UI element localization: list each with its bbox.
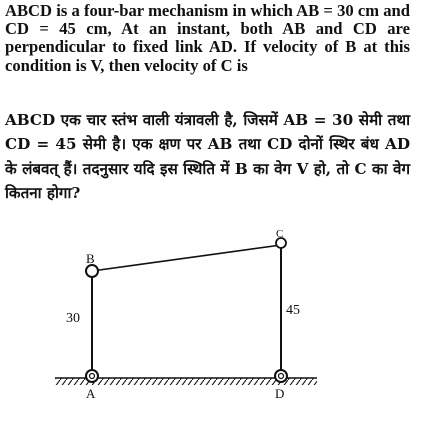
joint-d [275,370,287,382]
label-ab-length: 30 [66,311,80,326]
link-bc [92,245,281,271]
label-a: A [86,386,96,401]
label-cd-length: 45 [286,303,300,318]
question-text-hindi: ABCD एक चार स्तंभ वाली यंत्रावली है, जिसमें AB = 30 सेमी तथा CD = 45 सेमी है। एक क्षण पर AB तथा CD दोनों स्थिर बंध AD के लंबवत् हैं। तदनुसार यदि इस स्थिति में B का वेग V हो, तो C का वेग कितना होगा? [5,111,410,203]
question-text-english: ABCD is a four-bar mechanism in which AB = 30 cm and CD = 45 cm, At an instant, both AB and CD are perpendicular to fixed link AD. If velocity of B at this condition is V, then velocity of C is [5,1,410,75]
label-b: B [86,251,95,266]
joint-b [86,265,98,277]
joint-a [86,370,98,382]
label-c: C [276,228,284,240]
four-bar-mechanism-figure [0,228,435,428]
label-d: D [275,386,285,401]
